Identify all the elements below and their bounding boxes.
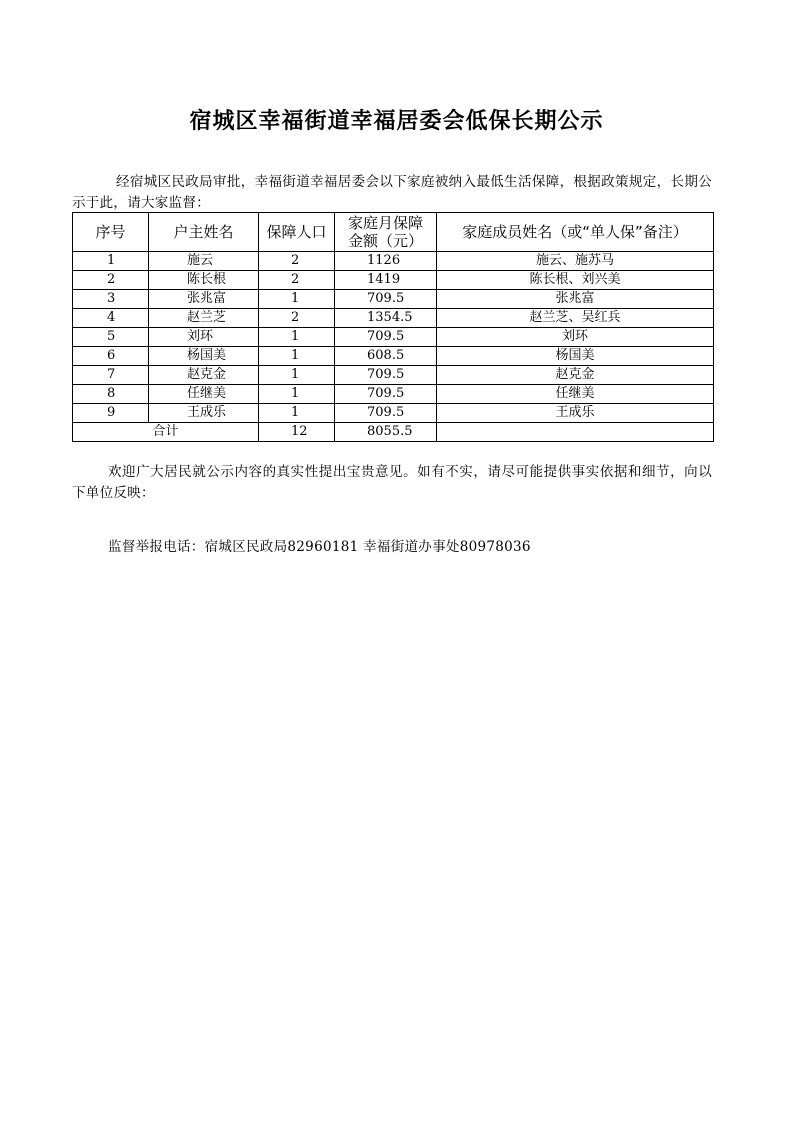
cell-covered-count: 1 — [259, 290, 335, 309]
cell-monthly-amount: 709.5 — [335, 385, 437, 404]
cell-monthly-amount: 1354.5 — [335, 309, 437, 328]
contact-line: 监督举报电话：宿城区民政局82960181 幸福街道办事处80978036 — [108, 539, 531, 555]
cell-monthly-amount: 709.5 — [335, 290, 437, 309]
cell-members: 赵兰芝、吴红兵 — [437, 309, 714, 328]
table-row — [73, 385, 714, 404]
table-body — [73, 252, 714, 423]
cell-head-name: 陈长根 — [149, 271, 259, 290]
cell-monthly-amount: 709.5 — [335, 328, 437, 347]
cell-no: 4 — [73, 309, 149, 328]
cell-members: 王成乐 — [437, 404, 714, 423]
cell-covered-count: 1 — [259, 366, 335, 385]
cell-covered-count: 2 — [259, 252, 335, 271]
cell-no: 5 — [73, 328, 149, 347]
header-covered-count: 保障人口 — [259, 213, 335, 252]
feedback-paragraph: 欢迎广大居民就公示内容的真实性提出宝贵意见。如有不实，请尽可能提供事实依据和细节，向以下单位反映： — [72, 464, 712, 501]
header-members: 家庭成员姓名（或“单人保”备注） — [437, 213, 714, 252]
cell-no: 8 — [73, 385, 149, 404]
cell-monthly-amount: 608.5 — [335, 347, 437, 366]
table-row — [73, 271, 714, 290]
cell-no: 9 — [73, 404, 149, 423]
cell-monthly-amount: 1419 — [335, 271, 437, 290]
cell-head-name: 赵克金 — [149, 366, 259, 385]
cell-no: 7 — [73, 366, 149, 385]
table-row — [73, 328, 714, 347]
beneficiary-table — [72, 212, 714, 442]
cell-monthly-amount: 709.5 — [335, 366, 437, 385]
total-members — [437, 423, 714, 442]
cell-covered-count: 1 — [259, 404, 335, 423]
page-title: 宿城区幸福街道幸福居委会低保长期公示 — [189, 109, 604, 134]
table-row — [73, 366, 714, 385]
cell-head-name: 赵兰芝 — [149, 309, 259, 328]
cell-covered-count: 1 — [259, 328, 335, 347]
total-row — [73, 423, 714, 442]
cell-head-name: 施云 — [149, 252, 259, 271]
cell-covered-count: 2 — [259, 271, 335, 290]
cell-no: 1 — [73, 252, 149, 271]
cell-no: 6 — [73, 347, 149, 366]
cell-head-name: 任继美 — [149, 385, 259, 404]
cell-head-name: 杨国美 — [149, 347, 259, 366]
cell-members: 杨国美 — [437, 347, 714, 366]
header-monthly-amount: 家庭月保障金额（元） — [335, 213, 437, 252]
cell-head-name: 张兆富 — [149, 290, 259, 309]
cell-covered-count: 1 — [259, 347, 335, 366]
table-row — [73, 404, 714, 423]
cell-monthly-amount: 709.5 — [335, 404, 437, 423]
table-row — [73, 290, 714, 309]
header-head-name: 户主姓名 — [149, 213, 259, 252]
cell-no: 2 — [73, 271, 149, 290]
cell-covered-count: 1 — [259, 385, 335, 404]
cell-monthly-amount: 1126 — [335, 252, 437, 271]
cell-members: 施云、施苏马 — [437, 252, 714, 271]
intro-paragraph: 经宿城区民政局审批，幸福街道幸福居委会以下家庭被纳入最低生活保障，根据政策规定，长期公示于此，请大家监督： — [72, 174, 712, 211]
header-no: 序号 — [73, 213, 149, 252]
cell-members: 陈长根、刘兴美 — [437, 271, 714, 290]
table-header-row — [73, 213, 714, 252]
cell-covered-count: 2 — [259, 309, 335, 328]
cell-members: 刘环 — [437, 328, 714, 347]
table-row — [73, 347, 714, 366]
table-row — [73, 309, 714, 328]
cell-head-name: 刘环 — [149, 328, 259, 347]
total-amount: 8055.5 — [335, 423, 437, 442]
total-label: 合计 — [73, 423, 259, 442]
cell-members: 张兆富 — [437, 290, 714, 309]
table-row — [73, 252, 714, 271]
total-count: 12 — [259, 423, 335, 442]
cell-head-name: 王成乐 — [149, 404, 259, 423]
cell-no: 3 — [73, 290, 149, 309]
cell-members: 任继美 — [437, 385, 714, 404]
cell-members: 赵克金 — [437, 366, 714, 385]
